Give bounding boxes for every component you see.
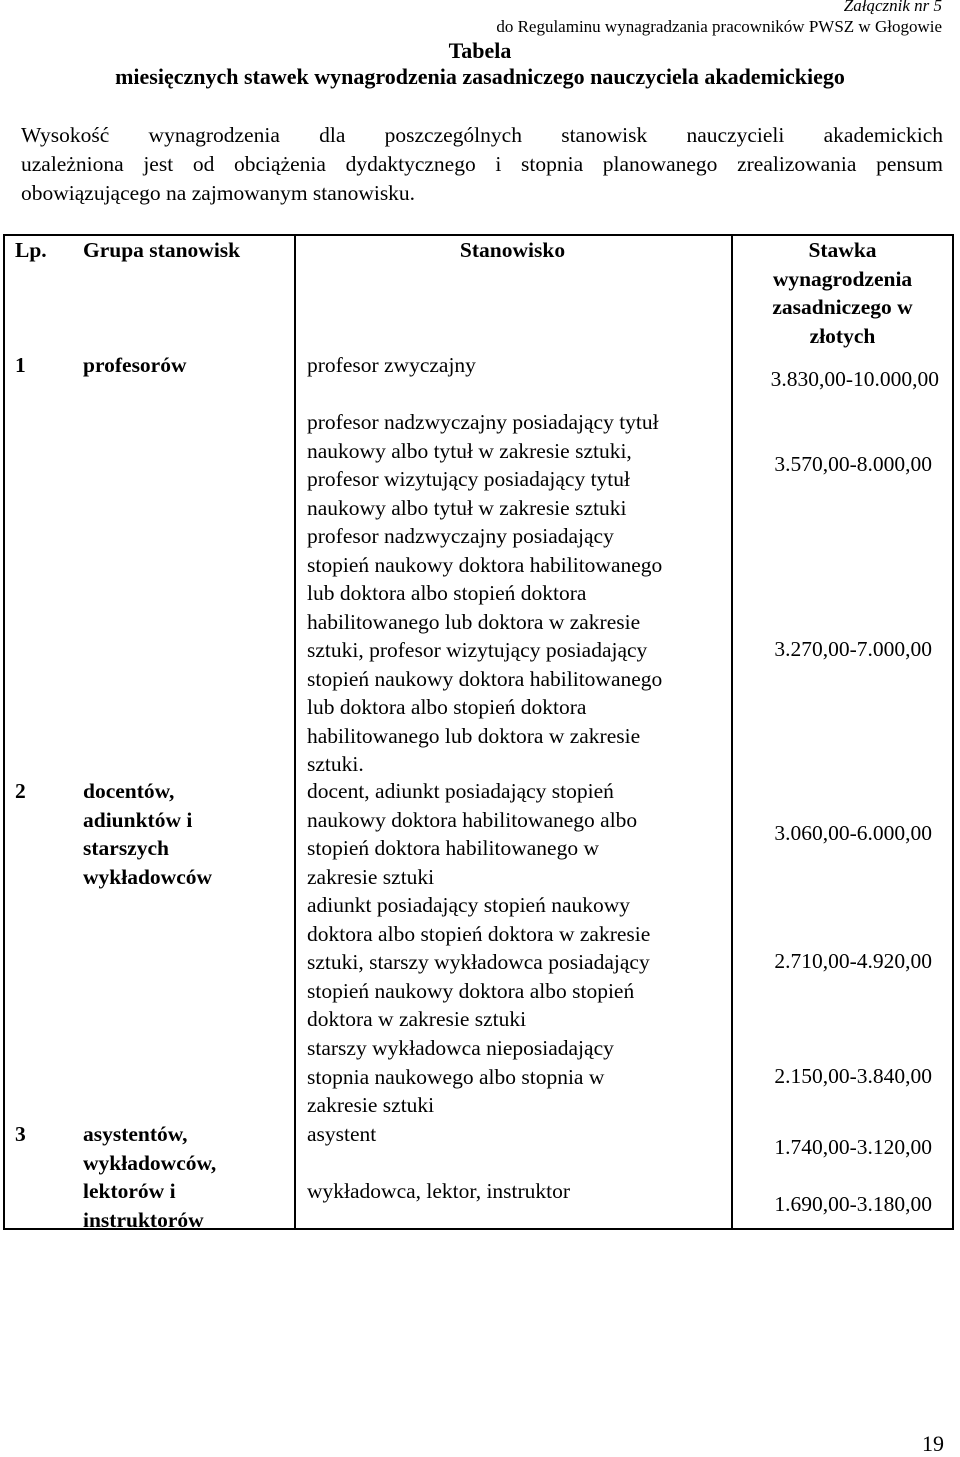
position-line: adiunkt posiadający stopień naukowy (307, 893, 631, 917)
position-line: sztuki. (307, 752, 364, 776)
rate-cell: 3.270,00-7.000,00 (774, 637, 932, 661)
attachment-label: Załącznik nr 5 (843, 0, 942, 15)
position-line: zakresie sztuki (307, 864, 435, 889)
position-line: stopnia naukowego albo stopnia w (307, 1064, 605, 1089)
position-line: naukowy doktora habilitowanego albo (307, 807, 638, 832)
position-line: profesor wizytujący posiadający tytuł (307, 467, 630, 491)
intro-paragraph (21, 121, 943, 208)
group-name-line: wykładowców, (83, 1150, 217, 1175)
header-rate-line: wynagrodzenia (772, 266, 913, 291)
position-line: profesor nadzwyczajny posiadający tytuł (307, 410, 659, 434)
position-line: habilitowanego lub doktora w zakresie (307, 723, 641, 748)
intro-line: obowiązującego na zajmowanym stanowisku. (21, 181, 416, 205)
position-line: zakresie sztuki (307, 1093, 435, 1117)
page-number: 19 (922, 1431, 944, 1456)
rate-cell: 1.740,00-3.120,00 (774, 1135, 932, 1159)
group-name: profesorów (83, 353, 187, 377)
position-line: docent, adiunkt posiadający stopień (307, 779, 614, 803)
position-cell: wykładowca, lektor, instruktor (307, 1179, 571, 1203)
document-subtitle: miesięcznych stawek wynagrodzenia zasadniczego nauczyciela akademickiego (115, 64, 845, 89)
position-cell (307, 408, 659, 522)
position-cell: asystent (307, 1122, 377, 1146)
position-line: stopień naukowy doktora habilitowanego (307, 552, 663, 577)
position-line: doktora albo stopień doktora w zakresie (307, 921, 651, 946)
position-line: naukowy albo tytuł w zakresie sztuki (307, 495, 627, 520)
rate-cell: 3.830,00-10.000,00 (770, 367, 939, 391)
group-name-line: wykładowców (83, 864, 213, 889)
group-lp: 2 (15, 779, 26, 803)
group-name (83, 777, 212, 891)
header-group: Grupa stanowisk (83, 238, 241, 262)
rate-cell: 3.060,00-6.000,00 (774, 821, 932, 845)
position-cell (307, 777, 637, 891)
position-line: sztuki, starszy wykładowca posiadający (307, 950, 650, 974)
position-line: stopień doktora habilitowanego w (307, 836, 599, 860)
group-name-line: docentów, (83, 779, 175, 803)
group-lp: 3 (15, 1122, 26, 1146)
header-rate-line: zasadniczego w (772, 295, 913, 319)
document-title: Tabela (448, 38, 512, 63)
rate-cell: 2.710,00-4.920,00 (774, 949, 932, 973)
header-lp: Lp. (15, 238, 47, 262)
group-name-line: adiunktów i (83, 807, 193, 832)
position-cell (307, 1034, 614, 1120)
position-line: naukowy albo tytuł w zakresie sztuki, (307, 438, 632, 463)
header-rate-line: złotych (809, 323, 876, 348)
group-name-line: lektorów i (83, 1179, 176, 1203)
position-line: lub doktora albo stopień doktora (307, 581, 587, 605)
group-name-line: instruktorów (83, 1207, 204, 1232)
position-line: stopień naukowy doktora albo stopień (307, 978, 635, 1003)
position-cell: profesor zwyczajny (307, 353, 476, 377)
position-line: doktora w zakresie sztuki (307, 1007, 527, 1031)
intro-line: uzależniona jest od obciążenia dydaktycznego i stopnia planowanego zrealizowania pensum (21, 152, 943, 176)
position-line: stopień naukowy doktora habilitowanego (307, 666, 663, 691)
rate-cell: 3.570,00-8.000,00 (774, 452, 932, 476)
header-position: Stanowisko (459, 238, 566, 262)
position-line: profesor nadzwyczajny posiadający (307, 524, 614, 548)
position-cell (307, 522, 662, 779)
group-name-line: asystentów, (83, 1122, 188, 1146)
position-line: lub doktora albo stopień doktora (307, 695, 587, 719)
header-rate (733, 236, 952, 350)
position-cell (307, 891, 650, 1034)
group-name-line: starszych (83, 836, 169, 860)
position-line: starszy wykładowca nieposiadający (307, 1036, 614, 1060)
rate-cell: 1.690,00-3.180,00 (774, 1192, 932, 1216)
table-column-divider (294, 234, 296, 1230)
position-line: habilitowanego lub doktora w zakresie (307, 609, 641, 634)
group-name (83, 1120, 216, 1234)
header-rate-line: Stawka (808, 238, 877, 262)
intro-line: Wysokość wynagrodzenia dla poszczególnych stanowisk nauczycieli akademickich (21, 123, 943, 147)
rate-cell: 2.150,00-3.840,00 (774, 1064, 932, 1088)
group-lp: 1 (15, 353, 26, 377)
regulation-reference: do Regulaminu wynagradzania pracowników PWSZ w Głogowie (496, 17, 942, 36)
position-line: sztuki, profesor wizytujący posiadający (307, 638, 648, 662)
